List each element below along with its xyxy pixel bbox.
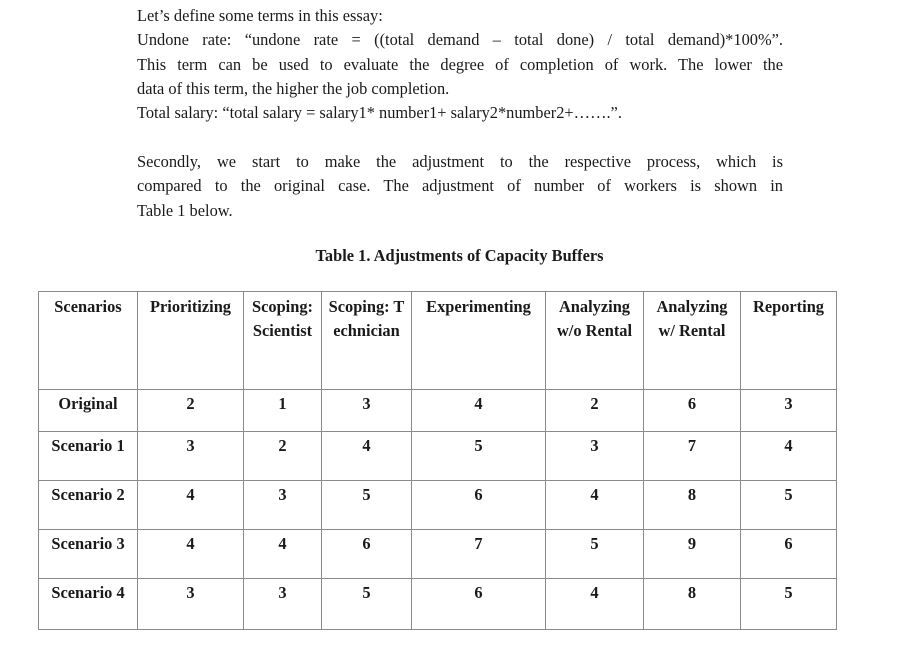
table-cell: 4 [546, 579, 644, 630]
table-cell: 6 [412, 481, 546, 530]
table-cell: 5 [322, 481, 412, 530]
row-label: Scenario 3 [39, 530, 138, 579]
definitions-paragraph [137, 4, 783, 125]
adjustment-line-1: Secondly, we start to make the adjustment to the respective process, which is [137, 152, 783, 171]
definitions-intro: Let’s define some terms in this essay: [137, 6, 383, 25]
table-cell: 1 [244, 390, 322, 432]
table-row [39, 390, 837, 432]
undone-rate-explanation-2: data of this term, the higher the job completion. [137, 78, 450, 98]
table-cell: 9 [644, 530, 741, 579]
table-caption: Table 1. Adjustments of Capacity Buffers [315, 246, 604, 265]
row-label: Scenario 4 [39, 579, 138, 630]
table-cell: 5 [322, 579, 412, 630]
table-row [39, 481, 837, 530]
column-header: Prioritizing [138, 292, 244, 390]
column-header: Reporting [741, 292, 837, 390]
capacity-buffers-table [38, 291, 837, 630]
table-cell: 7 [644, 432, 741, 481]
table-cell: 6 [322, 530, 412, 579]
table-cell: 4 [412, 390, 546, 432]
column-header: Analyzing w/ Rental [644, 292, 741, 390]
table-cell: 2 [138, 390, 244, 432]
adjustment-line-2: compared to the original case. The adjustment of number of workers is shown in [137, 176, 783, 196]
table-cell: 4 [322, 432, 412, 481]
table-cell: 4 [244, 530, 322, 579]
column-header: Analyzing w/o Rental [546, 292, 644, 390]
table-row [39, 530, 837, 579]
table-header-row [39, 292, 837, 390]
column-header: Scoping: Scientist [244, 292, 322, 390]
table-cell: 6 [412, 579, 546, 630]
row-label: Original [39, 390, 138, 432]
undone-rate-definition: Undone rate: “undone rate = ((total demand – total done) / total demand)*100%”. [137, 30, 783, 50]
table-row [39, 432, 837, 481]
table-cell: 8 [644, 579, 741, 630]
row-label: Scenario 1 [39, 432, 138, 481]
table-cell: 6 [644, 390, 741, 432]
table-cell: 5 [412, 432, 546, 481]
table-cell: 3 [741, 390, 837, 432]
column-header: Experimenting [412, 292, 546, 390]
table-cell: 5 [741, 579, 837, 630]
table-cell: 4 [138, 530, 244, 579]
table-cell: 3 [138, 579, 244, 630]
table-cell: 3 [138, 432, 244, 481]
adjustment-paragraph [137, 150, 783, 223]
adjustment-line-3: Table 1 below. [137, 200, 233, 220]
table-cell: 3 [546, 432, 644, 481]
table-cell: 3 [244, 579, 322, 630]
table-cell: 2 [546, 390, 644, 432]
table-cell: 4 [741, 432, 837, 481]
table-cell: 4 [138, 481, 244, 530]
table-cell: 3 [244, 481, 322, 530]
column-header: Scoping: Technician [322, 292, 412, 390]
table-cell: 6 [741, 530, 837, 579]
total-salary-definition: Total salary: “total salary = salary1* number1+ salary2*number2+…….”. [137, 103, 622, 123]
table-cell: 5 [546, 530, 644, 579]
table-row [39, 579, 837, 630]
table-cell: 2 [244, 432, 322, 481]
column-header: Scenarios [39, 292, 138, 390]
table-cell: 7 [412, 530, 546, 579]
table-cell: 3 [322, 390, 412, 432]
table-cell: 4 [546, 481, 644, 530]
table-cell: 8 [644, 481, 741, 530]
undone-rate-explanation-1: This term can be used to evaluate the degree of completion of work. The lower the [137, 54, 783, 74]
row-label: Scenario 2 [39, 481, 138, 530]
table-cell: 5 [741, 481, 837, 530]
